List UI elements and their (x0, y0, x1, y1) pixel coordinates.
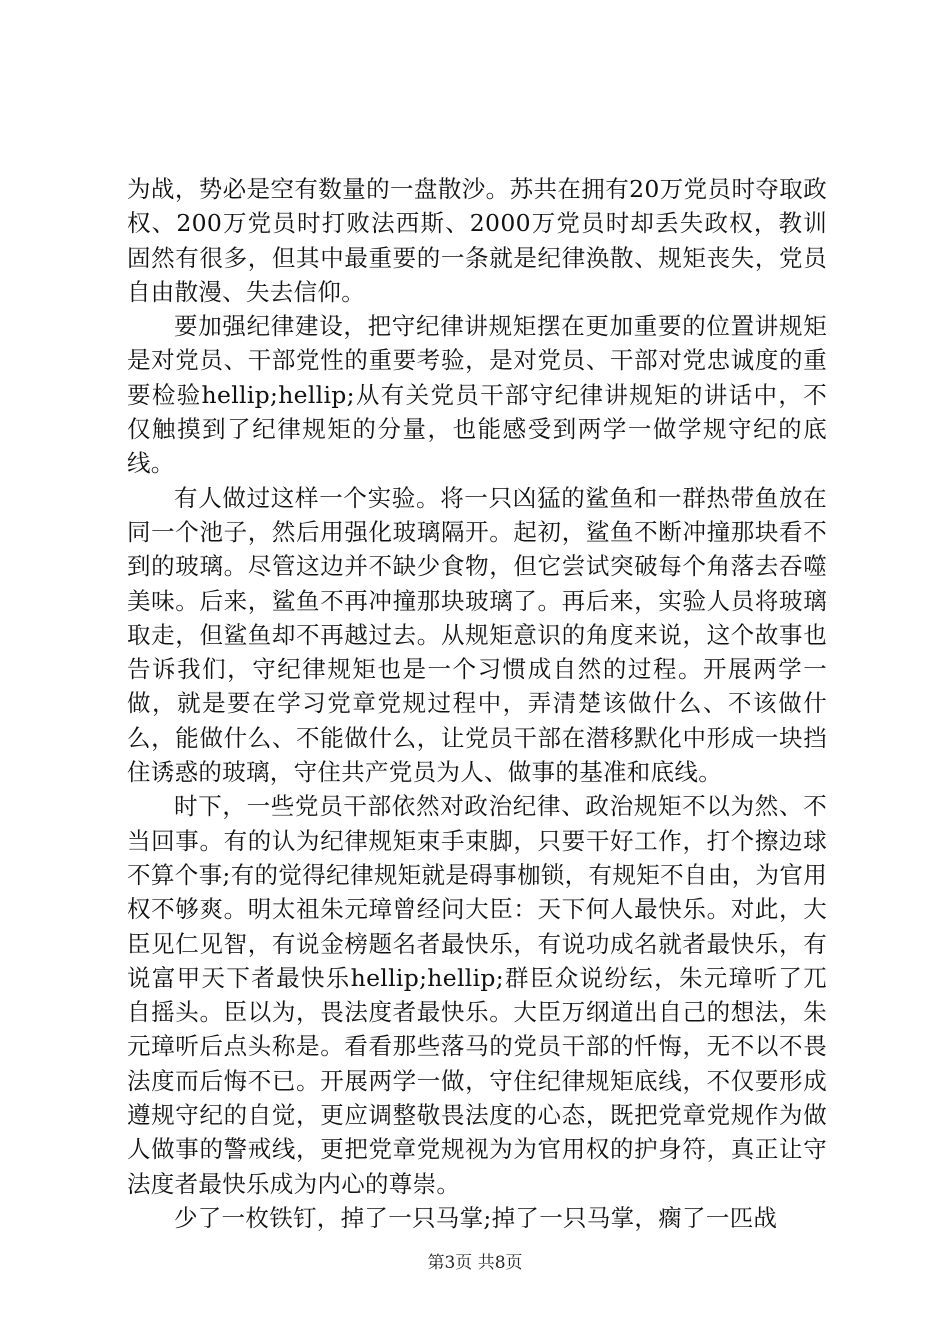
paragraph-3: 有人做过这样一个实验。将一只凶猛的鲨鱼和一群热带鱼放在同一个池子，然后用强化玻璃隔开。起初，鲨鱼不断冲撞那块看不到的玻璃。尽管这边并不缺少食物，但它尝试突破每个角落去吞噬美味。后来，鲨鱼不再冲撞那块玻璃了。再后来，实验人员将玻璃取走，但鲨鱼却不再越过去。从规矩意识的角度来说，这个故事也告诉我们，守纪律规矩也是一个习惯成自然的过程。开展两学一做，就是要在学习党章党规过程中，弄清楚该做什么、不该做什么，能做什么、不能做什么，让党员干部在潜移默化中形成一块挡住诱惑的玻璃，守住共产党员为人、做事的基准和底线。 (127, 483, 827, 787)
document-body (127, 172, 827, 1235)
paragraph-2: 要加强纪律建设，把守纪律讲规矩摆在更加重要的位置讲规矩是对党员、干部党性的重要考验，是对党员、干部对党忠诚度的重要检验hellip;hellip;从有关党员干部守纪律讲规矩的讲话中，不仅触摸到了纪律规矩的分量，也能感受到两学一做学规守纪的底线。 (127, 312, 827, 478)
paragraph-5: 少了一枚铁钉，掉了一只马掌;掉了一只马掌，瘸了一匹战 (174, 1203, 778, 1232)
paragraph-1: 为战，势必是空有数量的一盘散沙。苏共在拥有20万党员时夺取政权、200万党员时打败法西斯、2000万党员时却丢失政权，教训固然有很多，但其中最重要的一条就是纪律涣散、规矩丧失，党员自由散漫、失去信仰。 (127, 175, 827, 306)
page-number-footer: 第3页 共8页 (427, 1253, 523, 1273)
paragraph-4: 时下，一些党员干部依然对政治纪律、政治规矩不以为然、不当回事。有的认为纪律规矩束手束脚，只要干好工作，打个擦边球不算个事;有的觉得纪律规矩就是碍事枷锁，有规矩不自由，为官用权不够爽。明太祖朱元璋曾经问大臣：天下何人最快乐。对此，大臣见仁见智，有说金榜题名者最快乐，有说功成名就者最快乐，有说富甲天下者最快乐hellip;hellip;群臣众说纷纭，朱元璋听了兀自摇头。臣以为，畏法度者最快乐。大臣万纲道出自己的想法，朱元璋听后点头称是。看看那些落马的党员干部的忏悔，无不以不畏法度而后悔不已。开展两学一做，守住纪律规矩底线，不仅要形成遵规守纪的自觉，更应调整敬畏法度的心态，既把党章党规作为做人做事的警戒线，更把党章党规视为为官用权的护身符，真正让守法度者最快乐成为内心的尊崇。 (127, 792, 827, 1198)
